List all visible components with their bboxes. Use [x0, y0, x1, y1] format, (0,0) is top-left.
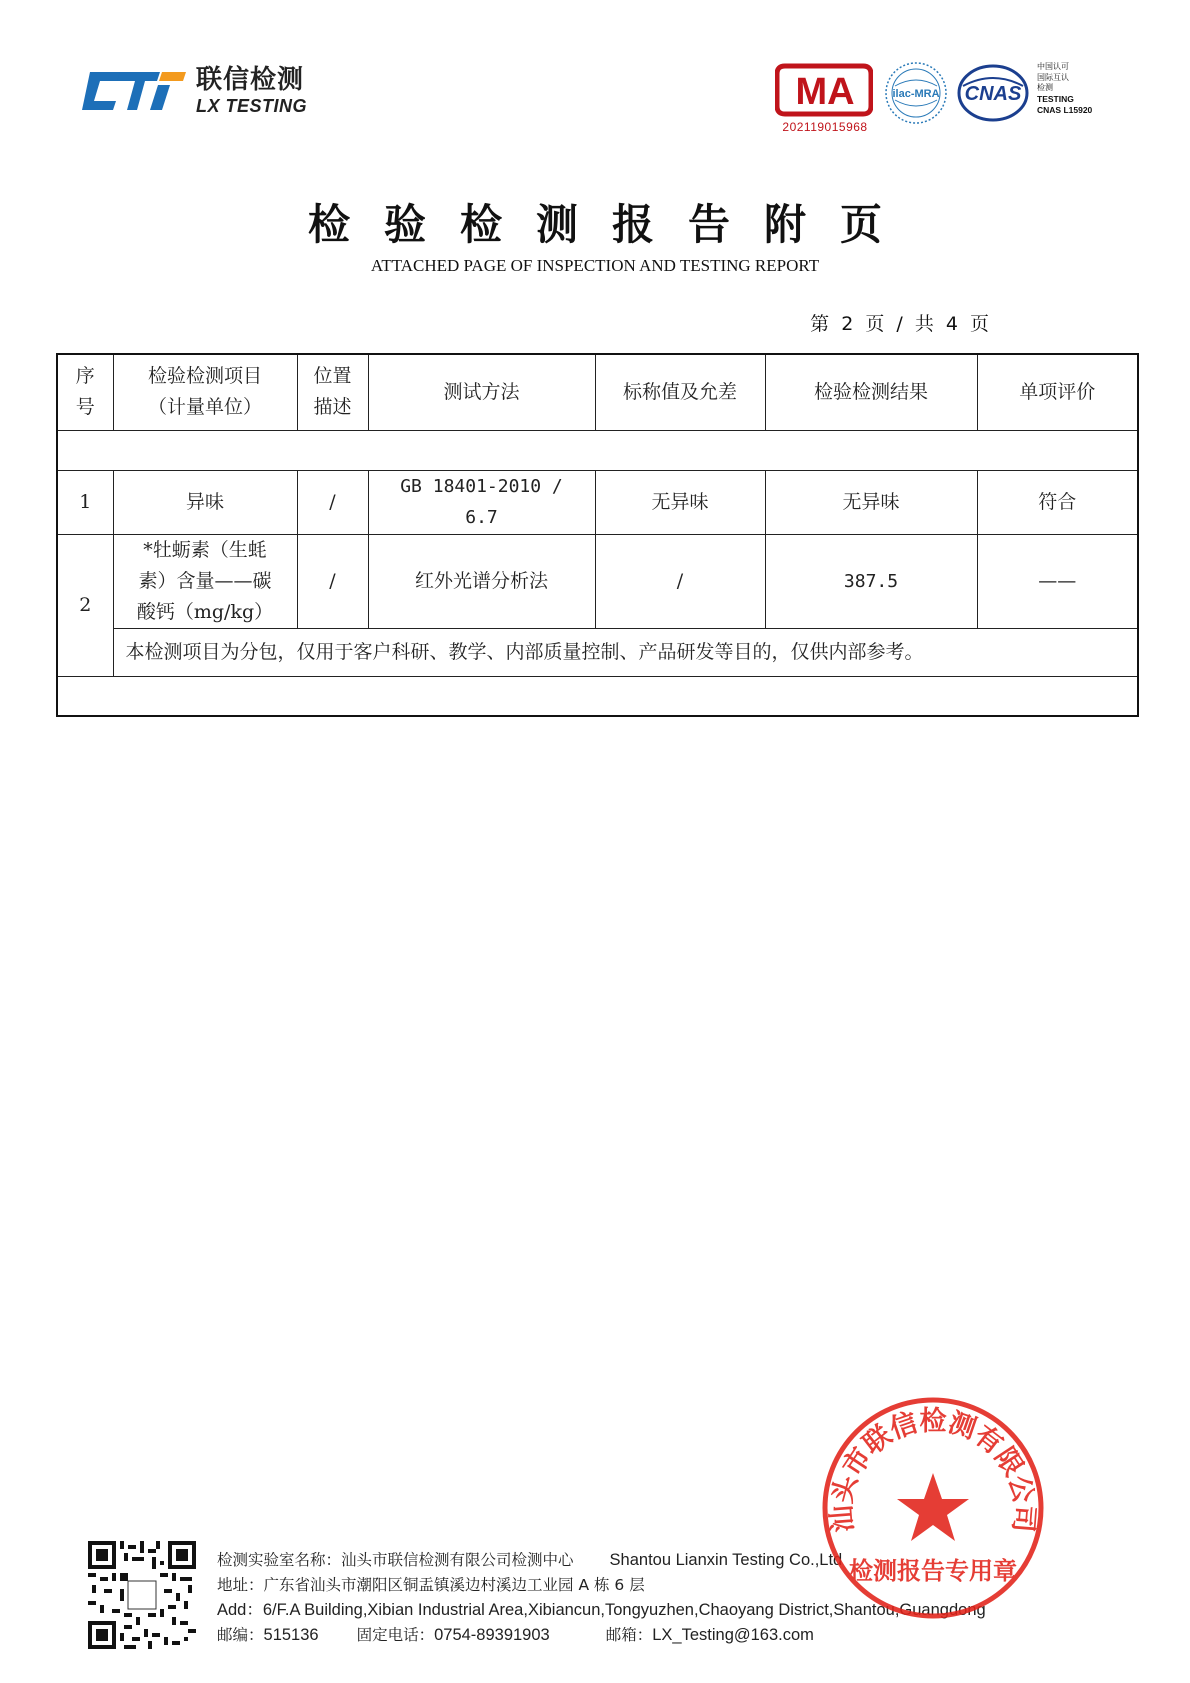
email: LX_Testing@163.com	[652, 1626, 814, 1644]
header-position: 位置 描述	[297, 354, 368, 430]
cnas-text: CNAS	[964, 83, 1022, 105]
company-seal-icon	[820, 1395, 1046, 1621]
phone-label: 固定电话：	[356, 1626, 435, 1644]
ilac-text: ilac-MRA	[892, 88, 940, 100]
cma-number: 202119015968	[782, 120, 868, 134]
postcode: 515136	[263, 1626, 319, 1644]
cnas-mark-icon	[957, 64, 1029, 122]
row-evaluation: ——	[977, 534, 1138, 628]
certification-marks	[775, 58, 1115, 136]
header-no: 序 号	[57, 354, 113, 430]
row-item: *牡蛎素（生蚝 素）含量——碳 酸钙（mg/kg）	[113, 534, 297, 628]
row-result: 387.5	[765, 534, 977, 628]
row-no: 1	[57, 470, 113, 534]
row-evaluation: 符合	[977, 470, 1138, 534]
row-method: GB 18401-2010 / 6.7	[368, 470, 595, 534]
row-position: /	[297, 534, 368, 628]
page-subtitle: ATTACHED PAGE OF INSPECTION AND TESTING REPORT	[370, 256, 820, 275]
header-evaluation: 单项评价	[977, 354, 1138, 430]
row-result: 无异味	[765, 470, 977, 534]
subcontract-note: 本检测项目为分包，仅用于客户科研、教学、内部质量控制、产品研发等目的，仅供内部参考。	[113, 628, 1138, 676]
row-nominal: 无异味	[595, 470, 765, 534]
row-item: 异味	[113, 470, 297, 534]
row-nominal: /	[595, 534, 765, 628]
row-method: 红外光谱分析法	[368, 534, 595, 628]
company-logo	[82, 64, 307, 118]
seal-company: 汕头市联信检测有限公司	[826, 1405, 1040, 1534]
table-blank-row	[57, 430, 1138, 470]
phone: 0754-89391903	[434, 1626, 550, 1644]
table-row	[57, 470, 1138, 534]
header-method: 测试方法	[368, 354, 595, 430]
table-header-row	[57, 354, 1138, 430]
cnas-line: 中国认可	[1037, 62, 1069, 71]
page-title: 检验检测报告附页	[307, 200, 916, 249]
cnas-line: 检测	[1037, 83, 1053, 92]
lti-logo-icon	[82, 64, 188, 118]
table-blank-row	[57, 676, 1138, 716]
cnas-info	[1037, 62, 1092, 117]
table-row	[57, 534, 1138, 628]
cnas-line: CNAS L15920	[1037, 105, 1093, 115]
cnas-line: 国际互认	[1037, 72, 1069, 82]
header-result: 检验检测结果	[765, 354, 977, 430]
email-label: 邮箱：	[605, 1626, 653, 1644]
logo-chinese-name: 联信检测	[196, 65, 305, 95]
cma-mark-icon	[775, 62, 873, 118]
address-label: 地址：	[217, 1576, 264, 1594]
row-no: 2	[57, 534, 113, 676]
header-nominal: 标称值及允差	[595, 354, 765, 430]
add-label: Add：	[217, 1601, 263, 1619]
page-indicator: 第 2 页 / 共 4 页	[810, 313, 992, 335]
lab-label: 检测实验室名称：	[217, 1551, 342, 1569]
cma-text: MA	[795, 71, 855, 113]
results-table	[56, 353, 1139, 717]
lab-name: 汕头市联信检测有限公司检测中心	[341, 1551, 574, 1569]
address: 广东省汕头市潮阳区铜盂镇溪边村溪边工业园 A 栋 6 层	[263, 1576, 645, 1594]
table-note-row	[57, 628, 1138, 676]
seal-purpose: 检测报告专用章	[849, 1557, 1017, 1585]
postcode-label: 邮编：	[217, 1626, 264, 1644]
row-position: /	[297, 470, 368, 534]
lab-name-en: Shantou Lianxin Testing Co.,Ltd	[609, 1551, 843, 1569]
ilac-mra-icon	[883, 60, 949, 126]
address-en: 6/F.A Building,Xibian Industrial Area,Xibiancun,Tongyuzhen,Chaoyang District,Shantou,Guangdong	[262, 1601, 986, 1619]
header-item: 检验检测项目 （计量单位）	[113, 354, 297, 430]
cnas-line: TESTING	[1037, 93, 1074, 104]
qr-code-icon	[88, 1541, 196, 1649]
logo-english-name: LX TESTING	[196, 96, 308, 116]
footer-contact-line	[217, 1623, 986, 1648]
